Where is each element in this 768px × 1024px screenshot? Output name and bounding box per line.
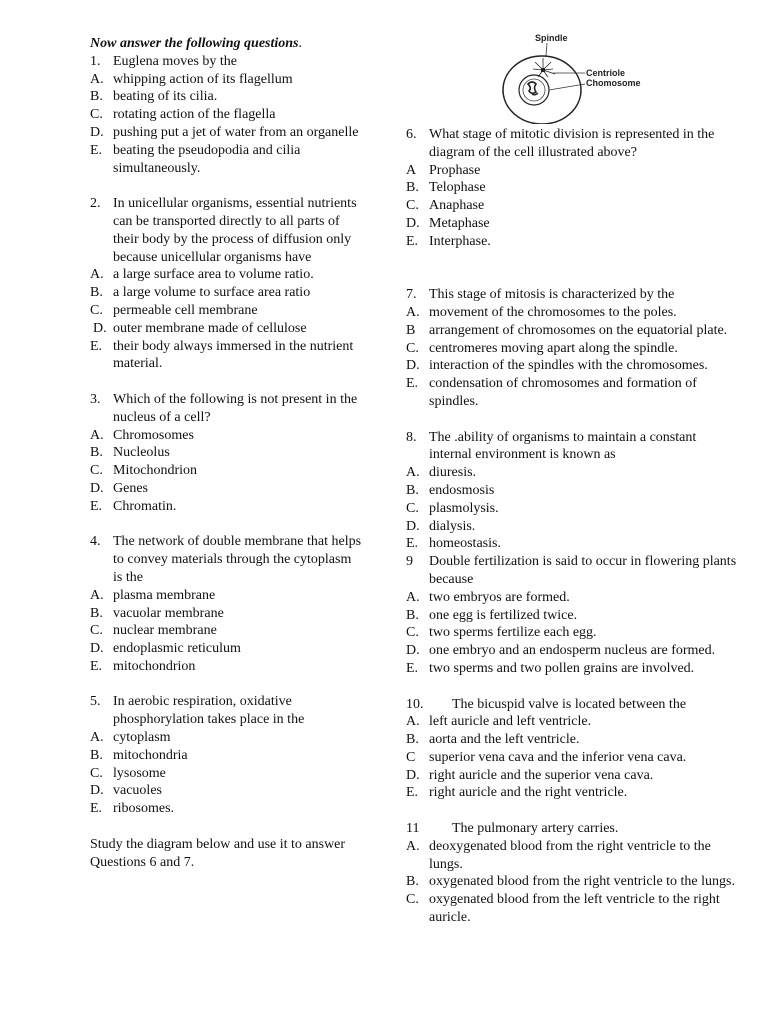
option-d: D. dialysis. <box>406 518 476 534</box>
option-a: A. whipping action of its flagellum <box>90 71 293 87</box>
question-text: Which of the following is not present in the nucleus of a cell? <box>113 391 358 425</box>
question-text: The .ability of organisms to maintain a constant internal environment is known as <box>429 429 697 463</box>
question-2: 2. In unicellular organisms, essential nutrients can be transported directly to all parts of their body by the process of diffusion only because unicellular organisms have A. a large surface area to volume ratio. B. a large volume to surface area ratio C. permeable cell membrane D. outer membrane made of cellulose E. their body always immersed in the nutrient material. <box>90 195 362 373</box>
left-column <box>90 35 362 871</box>
option-e: E. Chromatin. <box>90 498 177 514</box>
option-c: C. Anaphase <box>406 198 485 214</box>
option-b: B. vacuolar membrane <box>90 605 224 621</box>
option-a: A. diuresis. <box>406 465 477 481</box>
option-d: D. outer membrane made of cellulose <box>93 320 307 336</box>
option-e: E. two sperms and two pollen grains are involved. <box>406 660 695 676</box>
option-e: E. mitochondrion <box>90 658 196 674</box>
label-centriole: Centriole <box>586 68 626 78</box>
option-a: A Prophase <box>406 162 481 178</box>
option-b: B. Telophase <box>406 180 486 196</box>
option-c: C. lysosome <box>90 765 166 781</box>
question-4: 4. The network of double membrane that helps to convey materials through the cytoplasm is the A. plasma membrane B. vacuolar membrane C. nuclear membrane D. endoplasmic reticulum E. mitochondrion <box>90 534 362 674</box>
question-text: This stage of mitosis is characterized by the <box>429 287 675 303</box>
question-text: Double fertilization is said to occur in flowering plants because <box>429 554 737 587</box>
option-b: B. Nucleolus <box>90 445 170 461</box>
option-c: C. permeable cell membrane <box>90 302 258 318</box>
study-diagram-note: Study the diagram below and use it to answer Questions 6 and 7. <box>90 836 346 870</box>
option-a: A. Chromosomes <box>90 427 194 443</box>
option-c: C. plasmolysis. <box>406 500 499 516</box>
option-b: B. oxygenated blood from the right ventricle to the lungs. <box>406 874 735 890</box>
option-d: D. endoplasmic reticulum <box>90 641 241 657</box>
question-text: The network of double membrane that helps to convey materials through the cytoplasm is the <box>113 534 362 585</box>
option-c: C. two sperms fertilize each egg. <box>406 625 597 641</box>
option-c: C. nuclear membrane <box>90 623 217 639</box>
option-a: A. two embryos are formed. <box>406 589 570 605</box>
option-e: E. condensation of chromosomes and formation of spindles. <box>406 376 697 409</box>
option-e: E. homeostasis. <box>406 536 501 552</box>
question-9: 9 Double fertilization is said to occur in flowering plants because A. two embryos are formed. B. one egg is fertilized twice. C. two sperms fertilize each egg. D. one embryo and an endosperm nucleus are formed. E. two sperms and two pollen grains are involved. <box>406 553 741 678</box>
option-a: A. plasma membrane <box>90 587 216 603</box>
mitosis-cell-diagram <box>495 32 645 124</box>
option-d: D. Genes <box>90 480 148 496</box>
question-7: 7. This stage of mitosis is characterized by the A. movement of the chromosomes to the poles. B arrangement of chromosomes on the equatorial plate. C. centromeres moving apart along the spindle. D. interaction of the spindles with the chromosomes. E. condensation of chromosomes and formation of spindles. <box>406 286 741 411</box>
option-b: B. a large volume to surface area ratio <box>90 285 311 301</box>
question-10: 10. The bicuspid valve is located between the A. left auricle and left ventricle. B. aorta and the left ventricle. C superior vena cava and the inferior vena cava. D. right auricle and the superior vena cava. E. right auricle and the right ventricle. <box>406 696 741 803</box>
option-b: B arrangement of chromosomes on the equatorial plate. <box>406 322 728 338</box>
option-d: D. one embryo and an endosperm nucleus are formed. <box>406 643 716 659</box>
option-c: C. rotating action of the flagella <box>90 107 276 123</box>
question-3: 3. Which of the following is not present in the nucleus of a cell? A. Chromosomes B. Nucleolus C. Mitochondrion D. Genes E. Chromatin. <box>90 391 362 516</box>
option-a: A. left auricle and left ventricle. <box>406 714 592 730</box>
option-e: E. ribosomes. <box>90 801 175 817</box>
question-text: The pulmonary artery carries. <box>452 821 619 837</box>
option-a: A. cytoplasm <box>90 730 171 746</box>
option-e: E. right auricle and the right ventricle. <box>406 785 628 801</box>
option-c: C. Mitochondrion <box>90 463 197 479</box>
option-b: B. one egg is fertilized twice. <box>406 607 578 623</box>
option-a: A. movement of the chromosomes to the poles. <box>406 304 677 320</box>
option-e: E. Interphase. <box>406 233 491 249</box>
question-text: Euglena moves by the <box>113 53 238 69</box>
option-d: D. pushing put a jet of water from an organelle <box>90 124 359 140</box>
option-e: E. beating the pseudopodia and cilia simultaneously. <box>90 142 301 176</box>
question-text: In unicellular organisms, essential nutrients can be transported directly to all parts of their body by the process of diffusion only because unicellular organisms have <box>113 196 357 265</box>
option-c: C superior vena cava and the inferior vena cava. <box>406 749 687 765</box>
option-b: B. endosmosis <box>406 482 495 498</box>
question-6: 6. What stage of mitotic division is represented in the diagram of the cell illustrated above? A Prophase B. Telophase C. Anaphase D. Metaphase E. Interphase. <box>406 126 741 251</box>
option-d: D. vacuoles <box>90 783 162 799</box>
option-b: B. aorta and the left ventricle. <box>406 732 580 748</box>
option-b: B. mitochondria <box>90 747 188 763</box>
option-a: A. a large surface area to volume ratio. <box>90 267 314 283</box>
option-d: D. interaction of the spindles with the chromosomes. <box>406 358 708 374</box>
option-e: E. their body always immersed in the nutrient material. <box>90 338 354 372</box>
right-column <box>406 126 741 927</box>
option-d: D. right auricle and the superior vena cava. <box>406 767 654 783</box>
question-5: 5. In aerobic respiration, oxidative phosphorylation takes place in the A. cytoplasm B. mitochondria C. lysosome D. vacuoles E. ribosomes. <box>90 693 362 818</box>
question-11: 11 The pulmonary artery carries. A. deoxygenated blood from the right ventricle to the lungs. B. oxygenated blood from the right ventricle to the lungs. C. oxygenated blood from the left ventricle to the right auricle. <box>406 820 741 927</box>
instructions-heading: Now answer the following questions. <box>90 36 302 51</box>
option-b: B. beating of its cilia. <box>90 89 218 105</box>
question-1: 1. Euglena moves by the A. whipping action of its flagellum B. beating of its cilia. C. rotating action of the flagella D. pushing put a jet of water from an organelle E. beating the pseudopodia and cilia simultaneously. <box>90 53 362 178</box>
label-chromosome: Chomosome <box>586 78 641 88</box>
question-text: In aerobic respiration, oxidative phosphorylation takes place in the <box>113 694 305 728</box>
option-c: C. centromeres moving apart along the spindle. <box>406 340 678 356</box>
option-c: C. oxygenated blood from the left ventricle to the right auricle. <box>406 892 720 926</box>
label-spindle: Spindle <box>535 33 568 43</box>
question-text: The bicuspid valve is located between the <box>452 696 687 712</box>
option-d: D. Metaphase <box>406 215 490 231</box>
question-8: 8. The .ability of organisms to maintain a constant internal environment is known as A. diuresis. B. endosmosis C. plasmolysis. D. dialysis. E. homeostasis. <box>406 429 741 554</box>
question-text: What stage of mitotic division is represented in the diagram of the cell illustrated above? <box>429 127 715 160</box>
option-a: A. deoxygenated blood from the right ventricle to the lungs. <box>406 838 711 872</box>
